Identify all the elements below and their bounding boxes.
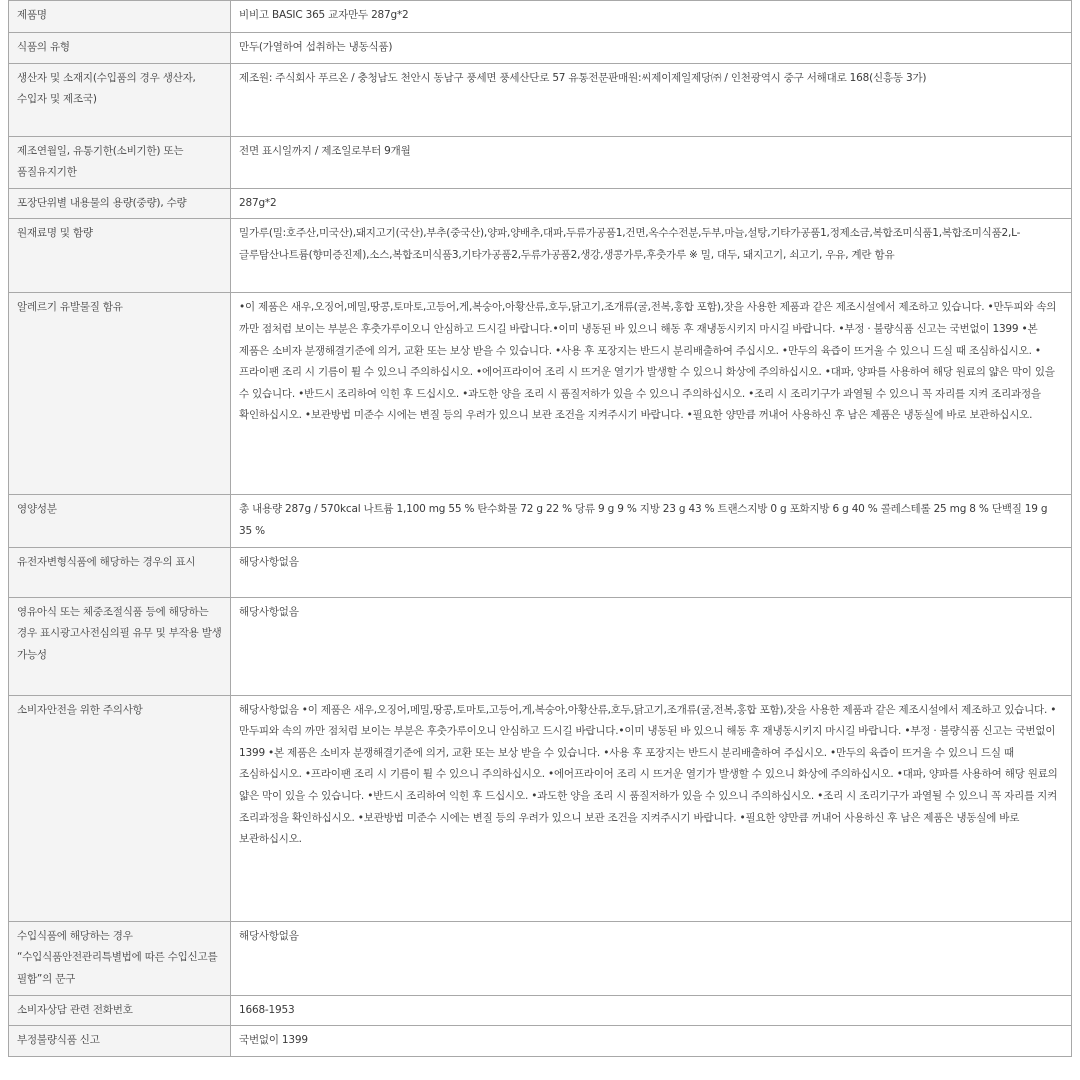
table-row: [9, 33, 1072, 64]
row-value-food-type: 만두(가열하여 섭취하는 냉동식품): [231, 33, 1072, 64]
table-row: [9, 63, 1072, 136]
row-value-expiry: 전면 표시일까지 / 제조일로부터 9개월: [231, 136, 1072, 188]
table-row: [9, 921, 1072, 995]
table-row: [9, 188, 1072, 219]
row-label-expiry: 제조연월일, 유통기한(소비기한) 또는 품질유지기한: [9, 136, 231, 188]
row-label-food-type: 식품의 유형: [9, 33, 231, 64]
row-label-quantity: 포장단위별 내용물의 용량(중량), 수량: [9, 188, 231, 219]
row-label-safety-notice: 소비자안전을 위한 주의사항: [9, 695, 231, 921]
row-value-report: 국번없이 1399: [231, 1026, 1072, 1057]
row-label-allergens: 알레르기 유발물질 함유: [9, 293, 231, 495]
table-row: [9, 995, 1072, 1026]
row-value-allergens: •이 제품은 새우,오징어,메밀,땅콩,토마토,고등어,게,복숭아,아황산류,호두,닭고기,조개류(굴,전복,홍합 포함),잣을 사용한 제품과 같은 제조시설에서 제조하고 있습니다. •만두피와 속의 까만 점처럼 보이는 부분은 후춧가루이오니 안심하고 드시길 바랍니다.•이미 냉동된 바 있으니 해동 후 재냉동시키지 마시길 바랍니다. •부정 · 불량식품 신고는 국번없이 1399 •본 제품은 소비자 분쟁해결기준에 의거, 교환 또는 보상 받을 수 있습니다. •사용 후 포장지는 반드시 분리배출하여 주십시오. •만두의 육즙이 뜨거울 수 있으니 드실 때 조심하십시오. •프라이팬 조리 시 기름이 튈 수 있으니 주의하십시오. •에어프라이어 조리 시 뜨거운 열기가 발생할 수 있으니 화상에 주의하십시오. •대파, 양파를 사용하여 해당 원료의 얇은 막이 있을 수 있습니다. •반드시 조리하여 익힌 후 드십시오. •과도한 양을 조리 시 품질저하가 있을 수 있으니 주의하십시오. •조리 시 조리기구가 과열될 수 있으니 꼭 자리를 지켜 조리과정을 확인하십시오. •보관방법 미준수 시에는 변질 등의 우려가 있으니 보관 조건을 지켜주시기 바랍니다. •필요한 양만큼 꺼내어 사용하신 후 남은 제품은 냉동실에 바로 보관하십시오.: [231, 293, 1072, 495]
row-label-ingredients: 원재료명 및 함량: [9, 219, 231, 293]
row-value-quantity: 287g*2: [231, 188, 1072, 219]
row-value-import: 해당사항없음: [231, 921, 1072, 995]
table-row: [9, 219, 1072, 293]
row-label-gmo: 유전자변형식품에 해당하는 경우의 표시: [9, 547, 231, 597]
row-label-phone: 소비자상담 관련 전화번호: [9, 995, 231, 1026]
row-label-product-name: 제품명: [9, 1, 231, 33]
row-label-import: 수입식품에 해당하는 경우 “수입식품안전관리특별법에 따른 수입신고를 필함”의 문구: [9, 921, 231, 995]
table-row: [9, 547, 1072, 597]
row-value-nutrition: 총 내용량 287g / 570kcal 나트륨 1,100 mg 55 % 탄수화물 72 g 22 % 당류 9 g 9 % 지방 23 g 43 % 트랜스지방 0 g 포화지방 6 g 40 % 콜레스테롤 25 mg 8 % 단백질 19 g 35 %: [231, 495, 1072, 547]
row-value-ingredients: 밀가루(밀:호주산,미국산),돼지고기(국산),부추(중국산),양파,양배추,대파,두류가공품1,건면,옥수수전분,두부,마늘,설탕,기타가공품1,정제소금,복합조미식품1,복합조미식품2,L-글루탐산나트륨(향미증진제),소스,복합조미식품3,기타가공품2,두류가공품2,생강,생콩가루,후춧가루 ※ 밀, 대두, 돼지고기, 쇠고기, 우유, 계란 함유: [231, 219, 1072, 293]
row-label-producer: 생산자 및 소재지(수입품의 경우 생산자, 수입자 및 제조국): [9, 63, 231, 136]
row-value-product-name: 비비고 BASIC 365 교자만두 287g*2: [231, 1, 1072, 33]
product-info-table: [8, 0, 1072, 1057]
table-row: [9, 695, 1072, 921]
row-value-producer: 제조원: 주식회사 푸르온 / 충청남도 천안시 동남구 풍세면 풍세산단로 57 유통전문판매원:씨제이제일제당㈜ / 인천광역시 중구 서해대로 168(신흥동 3가): [231, 63, 1072, 136]
table-row: [9, 1, 1072, 33]
product-info-sheet: [8, 0, 1072, 1057]
row-value-gmo: 해당사항없음: [231, 547, 1072, 597]
table-row: [9, 136, 1072, 188]
table-row: [9, 597, 1072, 695]
row-label-nutrition: 영양성분: [9, 495, 231, 547]
table-row: [9, 495, 1072, 547]
table-row: [9, 293, 1072, 495]
row-value-safety-notice: 해당사항없음 •이 제품은 새우,오징어,메밀,땅콩,토마토,고등어,게,복숭아,아황산류,호두,닭고기,조개류(굴,전복,홍합 포함),잣을 사용한 제품과 같은 제조시설에서 제조하고 있습니다. •만두피와 속의 까만 점처럼 보이는 부분은 후춧가루이오니 안심하고 드시길 바랍니다.•이미 냉동된 바 있으니 해동 후 재냉동시키지 마시길 바랍니다. •부정 · 불량식품 신고는 국번없이 1399 •본 제품은 소비자 분쟁해결기준에 의거, 교환 또는 보상 받을 수 있습니다. •사용 후 포장지는 반드시 분리배출하여 주십시오. •만두의 육즙이 뜨거울 수 있으니 드실 때 조심하십시오. •프라이팬 조리 시 기름이 튈 수 있으니 주의하십시오. •에어프라이어 조리 시 뜨거운 열기가 발생할 수 있으니 화상에 주의하십시오. •대파, 양파를 사용하여 해당 원료의 얇은 막이 있을 수 있습니다. •반드시 조리하여 익힌 후 드십시오. •과도한 양을 조리 시 품질저하가 있을 수 있으니 주의하십시오. •조리 시 조리기구가 과열될 수 있으니 꼭 자리를 지켜 조리과정을 확인하십시오. •보관방법 미준수 시에는 변질 등의 우려가 있으니 보관 조건을 지켜주시기 바랍니다. •필요한 양만큼 꺼내어 사용하신 후 남은 제품은 냉동실에 바로 보관하십시오.: [231, 695, 1072, 921]
row-value-phone: 1668-1953: [231, 995, 1072, 1026]
row-value-infant-diet: 해당사항없음: [231, 597, 1072, 695]
row-label-infant-diet: 영유아식 또는 체중조절식품 등에 해당하는 경우 표시광고사전심의필 유무 및 부작용 발생 가능성: [9, 597, 231, 695]
table-row: [9, 1026, 1072, 1057]
row-label-report: 부정불량식품 신고: [9, 1026, 231, 1057]
